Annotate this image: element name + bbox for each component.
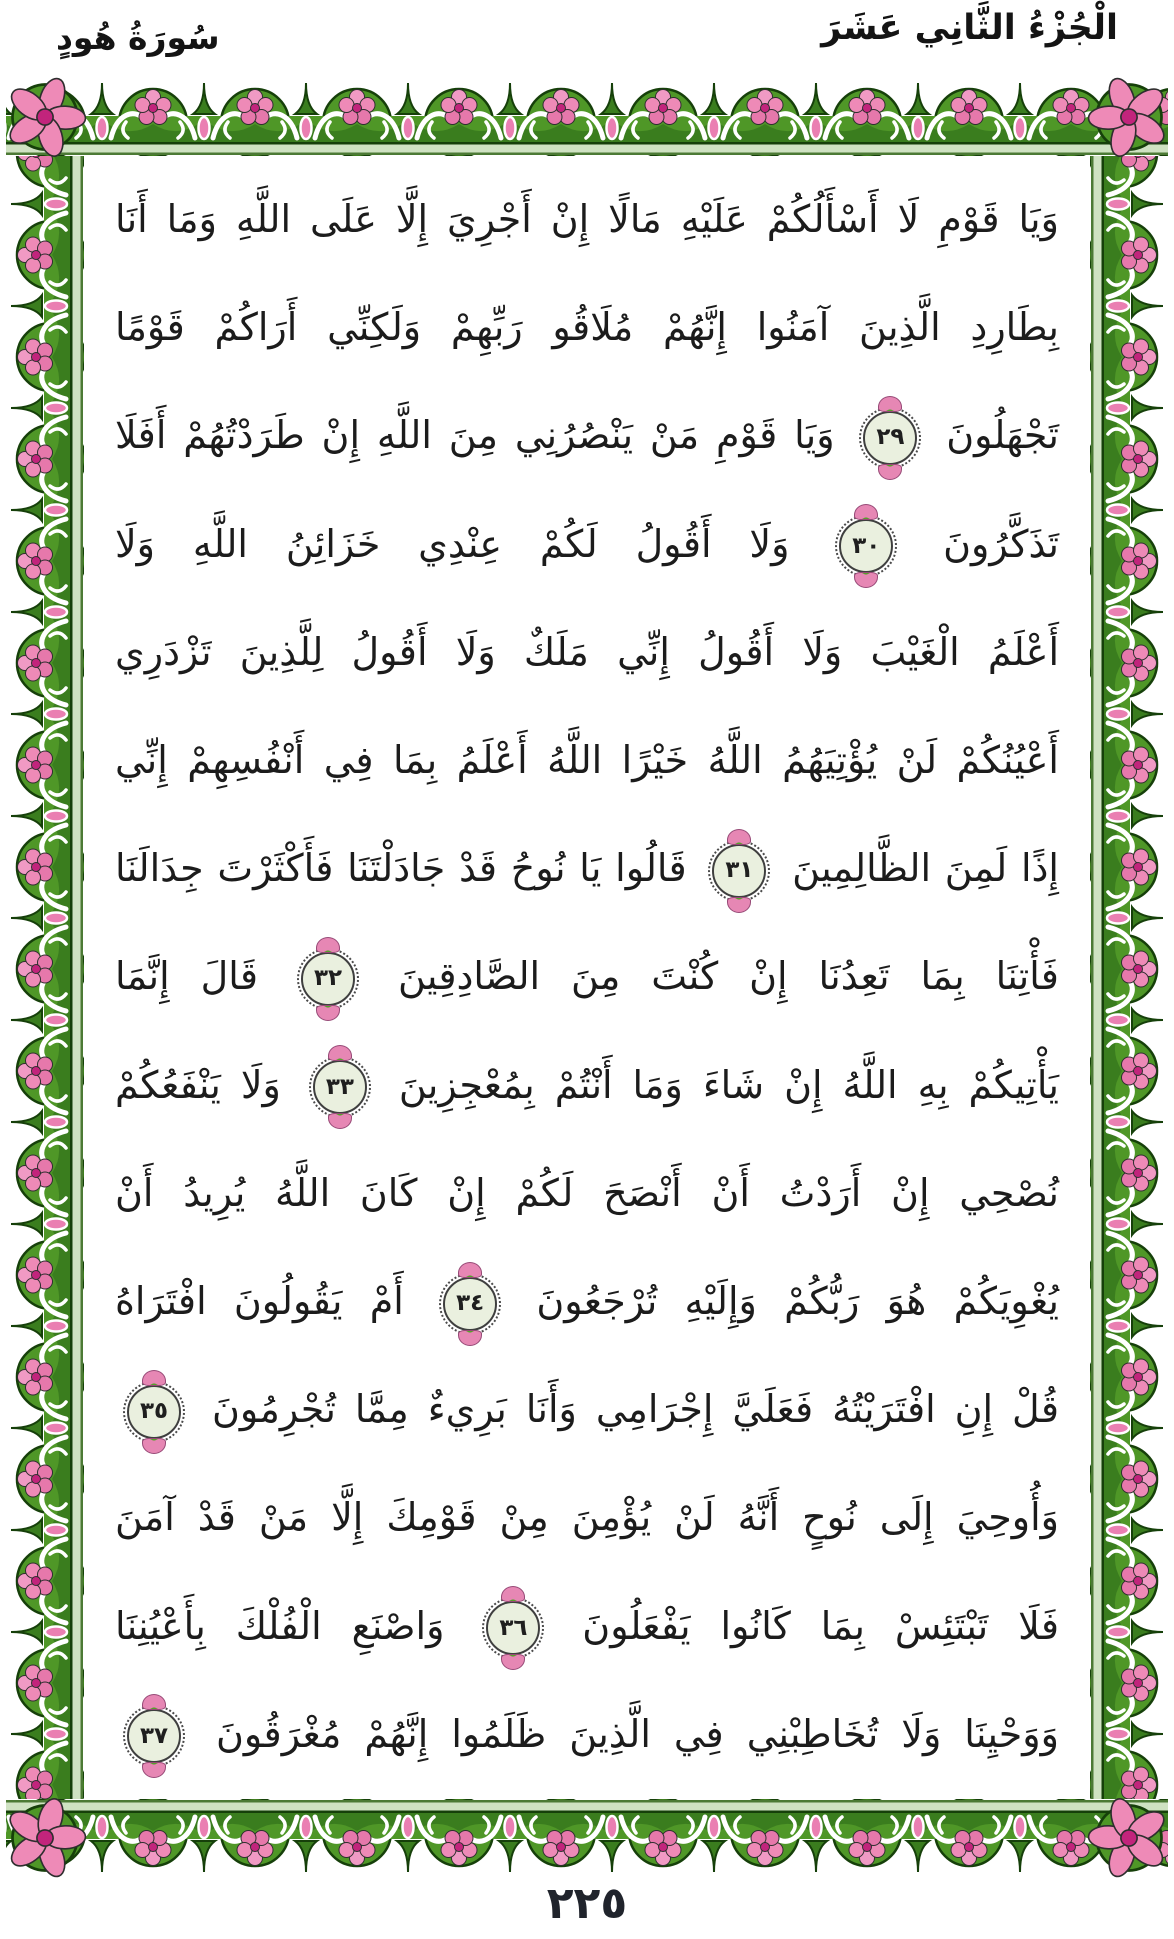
quran-line-1 [115,170,1059,269]
border-bottom [6,1799,1168,1877]
quran-line-13 [115,1468,1059,1567]
verse-number: ٣٠ [852,532,881,559]
verse-number: ٣١ [725,857,754,884]
quran-line-11 [115,1252,1059,1351]
corner-flower-icon [0,65,98,169]
border-right [1090,78,1168,1877]
corner-flower-icon [0,1786,98,1890]
ayah-text: أَعْيُنُكُمْ لَنْ يُؤْتِيَهُمُ اللَّهُ خَيْرًا اللَّهُ أَعْلَمُ بِمَا فِي أَنْفُسِهِمْ إِنِّي [115,738,1059,783]
quran-line-2 [115,278,1059,377]
verse-marker-icon [301,952,355,1006]
verse-marker-icon [313,1060,367,1114]
ayah-text: يَأْتِيكُمْ بِهِ اللَّهُ إِنْ شَاءَ وَمَا أَنْتُمْ بِمُعْجِزِينَ [398,1062,1059,1107]
ayah-text: إِذًا لَمِنَ الظَّالِمِينَ [792,846,1059,891]
verse-marker-icon [443,1277,497,1331]
quran-line-9 [115,1036,1059,1135]
verse-marker-icon [863,411,917,465]
ayah-text: وَيَا قَوْمِ لَا أَسْأَلُكُمْ عَلَيْهِ مَالًا إِنْ أَجْرِيَ إِلَّا عَلَى اللَّهِ وَمَا أَنَا [115,197,1059,241]
ayah-text: تَجْهَلُونَ [946,413,1059,458]
quran-line-15 [115,1685,1059,1784]
ayah-text: وَلَا أَقُولُ لَكُمْ عِنْدِي خَزَائِنُ اللَّهِ وَلَا [115,521,790,566]
verse-marker-icon [839,519,893,573]
ayah-text: بِطَارِدِ الَّذِينَ آمَنُوا إِنَّهُمْ مُلَاقُو رَبِّهِمْ وَلَكِنِّي أَرَاكُمْ قَوْمًا [115,305,1059,350]
quran-line-3 [115,386,1059,485]
ayah-text: قَالَ إِنَّمَا [115,954,258,999]
verse-marker-icon [127,1709,181,1763]
ayah-text: أَعْلَمُ الْغَيْبَ وَلَا أَقُولُ إِنِّي مَلَكٌ وَلَا أَقُولُ لِلَّذِينَ تَزْدَرِي [115,629,1059,674]
quran-text-area [115,170,1059,1784]
ayah-text: فَلَا تَبْتَئِسْ بِمَا كَانُوا يَفْعَلُونَ [582,1603,1059,1648]
verse-marker-icon [127,1385,181,1439]
page-number: ٢٢٥ [546,1878,628,1929]
verse-marker-icon [712,844,766,898]
corner-flower-icon [1076,65,1174,169]
quran-line-5 [115,603,1059,702]
verse-number: ٣٤ [456,1290,485,1317]
border-top [6,78,1168,156]
ayah-text: تَذَكَّرُونَ [943,521,1059,566]
corner-flower-icon [1076,1786,1174,1890]
ayah-text: يُغْوِيَكُمْ هُوَ رَبُّكُمْ وَإِلَيْهِ تُرْجَعُونَ [536,1279,1059,1324]
surah-title: سُورَةُ هُودٍ [56,18,220,57]
verse-marker-icon [486,1601,540,1655]
ayah-text: وَوَحْيِنَا وَلَا تُخَاطِبْنِي فِي الَّذِينَ ظَلَمُوا إِنَّهُمْ مُغْرَقُونَ [216,1711,1059,1756]
quran-line-4 [115,495,1059,594]
quran-line-6 [115,711,1059,810]
verse-number: ٣٣ [325,1073,354,1100]
quran-line-7 [115,819,1059,918]
verse-number: ٣٥ [139,1398,169,1425]
juz-title: الْجُزْءُ الثَّانِي عَشَرَ [821,8,1118,48]
quran-line-14 [115,1577,1059,1676]
ayah-text: فَأْتِنَا بِمَا تَعِدُنَا إِنْ كُنْتَ مِنَ الصَّادِقِينَ [397,954,1059,999]
ayah-text: قُلْ إِنِ افْتَرَيْتُهُ فَعَلَيَّ إِجْرَامِي وَأَنَا بَرِيءٌ مِمَّا تُجْرِمُونَ [211,1387,1059,1432]
ayah-text: نُصْحِي إِنْ أَرَدْتُ أَنْ أَنْصَحَ لَكُمْ إِنْ كَانَ اللَّهُ يُرِيدُ أَنْ [115,1170,1059,1215]
border-left [6,78,84,1877]
ayah-text: أَمْ يَقُولُونَ افْتَرَاهُ [115,1279,404,1324]
quran-line-12 [115,1360,1059,1459]
ayah-text: وَاصْنَعِ الْفُلْكَ بِأَعْيُنِنَا [115,1603,445,1648]
verse-number: ٢٩ [876,424,905,451]
ayah-text: وَلَا يَنْفَعُكُمْ [115,1062,281,1107]
quran-line-10 [115,1144,1059,1243]
verse-number: ٣٦ [499,1614,528,1641]
ayah-text: قَالُوا يَا نُوحُ قَدْ جَادَلْتَنَا فَأَكْثَرْتَ جِدَالَنَا [115,846,687,891]
verse-number: ٣٢ [313,965,343,992]
ayah-text: وَيَا قَوْمِ مَنْ يَنْصُرُنِي مِنَ اللَّهِ إِنْ طَرَدْتُهُمْ أَفَلَا [115,413,835,458]
quran-line-8 [115,927,1059,1026]
ayah-text: وَأُوحِيَ إِلَى نُوحٍ أَنَّهُ لَنْ يُؤْمِنَ مِنْ قَوْمِكَ إِلَّا مَنْ قَدْ آمَنَ [115,1495,1059,1540]
verse-number: ٣٧ [139,1722,169,1749]
